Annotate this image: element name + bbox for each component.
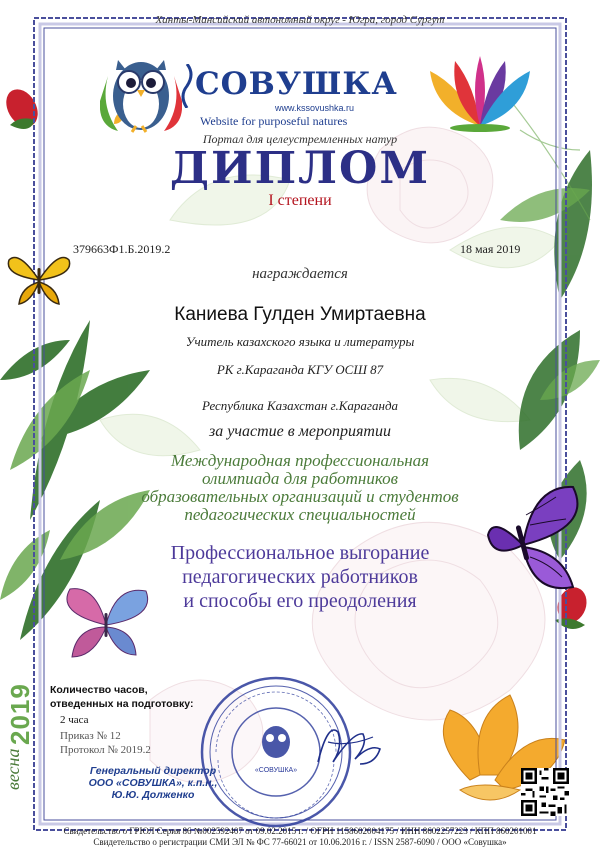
topic-title-line: Профессиональное выгорание: [170, 542, 430, 564]
hours-value: 2 часа: [60, 714, 89, 726]
participation-label: за участие в мероприятии: [209, 423, 391, 440]
event-title-line: образовательных организаций и студентов: [141, 487, 459, 506]
registration-number: 379663Ф1.Б.2019.2: [73, 242, 171, 256]
footer-registration: Свидетельство о ГРЮЛ Серия 86 №002592407 от 09.02.2015 г. / ОГРН 1158602004175 / ИНН 8602257223 / КПП 860201001: [63, 826, 537, 836]
issue-date: 18 мая 2019: [460, 242, 521, 256]
diploma-degree: I степени: [268, 192, 332, 209]
footer-media-registration: Свидетельство о регистрации СМИ ЭЛ № ФС 77-66021 от 10.06.2016 г. / ISSN 2587-6090 / ООО «Совушка»: [93, 837, 507, 847]
ornament-icon: [178, 64, 196, 108]
season-year: 2019: [5, 683, 35, 745]
butterfly-icon: [6, 252, 72, 308]
recipient-organization: РК г.Караганда КГУ ОСШ 87: [216, 362, 384, 377]
seal-center-text: «СОВУШКА»: [254, 767, 298, 774]
recipient-position: Учитель казахского языка и литературы: [185, 334, 415, 349]
hours-label-line: отведенных на подготовку:: [50, 698, 194, 710]
diploma-title: ДИПЛОМ: [169, 143, 431, 194]
event-title-line: олимпиада для работников: [201, 469, 399, 488]
hours-label-line: Количество часов,: [50, 684, 148, 696]
butterfly-icon: [60, 585, 152, 665]
topic-title-line: и способы его преодоления: [183, 590, 417, 612]
region-header: Ханты-Мансийский автономный округ - Югра, город Сургут: [155, 14, 445, 26]
portal-tagline: Портал для целеустремленных натур: [202, 132, 398, 146]
logo-name: СОВУШКА: [195, 66, 398, 102]
butterfly-icon: [478, 485, 588, 595]
topic-title-line: педагогических работников: [182, 566, 418, 588]
recipient-name: Каниева Гулден Умиртаевна: [174, 304, 426, 325]
owl-logo-icon: [100, 46, 182, 138]
qr-code: [521, 768, 569, 816]
director-company: ООО «СОВУШКА», к.п.н.,: [88, 777, 218, 789]
logo-url: www.kssovushka.ru: [275, 103, 355, 113]
fan-logo-icon: [425, 54, 535, 134]
order-number: Приказ № 12: [60, 730, 121, 742]
awarded-label: награждается: [252, 266, 348, 282]
signature: [308, 712, 388, 782]
hours-label: [50, 683, 193, 711]
season-word: весна: [3, 748, 23, 790]
recipient-country-city: Республика Казахстан г.Караганда: [201, 398, 399, 413]
director-name: Ю.Ю. Долженко: [111, 789, 195, 801]
logo-tagline: Website for purposeful natures: [200, 114, 348, 128]
director-title: Генеральный директор: [89, 765, 217, 777]
event-title-line: Международная профессиональная: [170, 451, 430, 470]
event-title-line: педагогических специальностей: [184, 505, 416, 524]
protocol-number: Протокол № 2019.2: [60, 744, 151, 756]
